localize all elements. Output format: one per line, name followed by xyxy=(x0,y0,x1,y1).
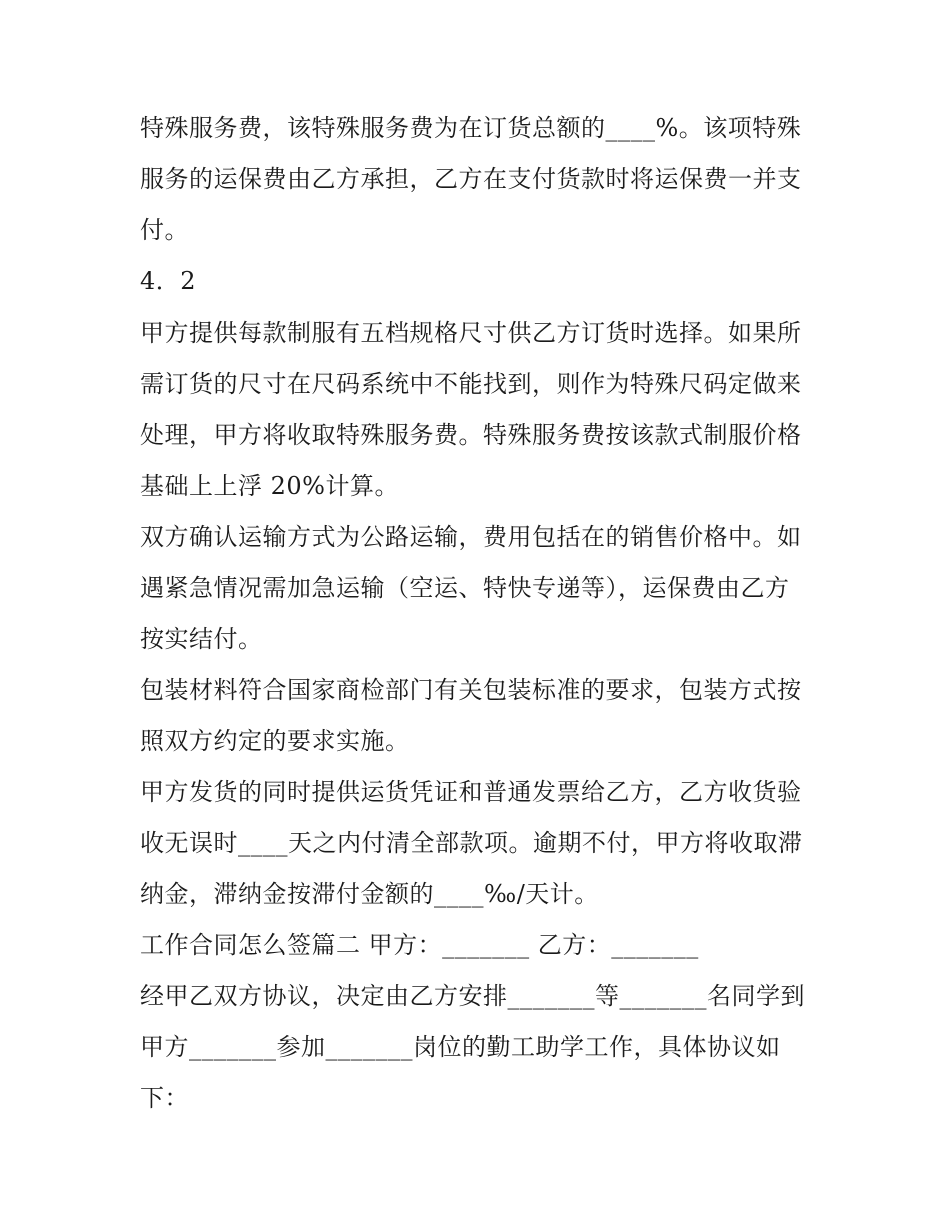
text-line: 特殊服务费，该特殊服务费为在订货总额的____%。该项特殊 xyxy=(140,114,802,142)
text-line: 纳金，滞纳金按滞付金额的____‰/天计。 xyxy=(140,880,599,908)
text-line: 下： xyxy=(140,1084,189,1112)
text-line: 按实结付。 xyxy=(140,625,263,653)
text-line: 经甲乙双方协议，决定由乙方安排_______等_______名同学到 xyxy=(140,982,805,1010)
section-number: 4．2 xyxy=(140,267,197,295)
text-line: 需订货的尺寸在尺码系统中不能找到，则作为特殊尺码定做来 xyxy=(140,370,802,398)
text-line: 甲方发货的同时提供运货凭证和普通发票给乙方，乙方收货验 xyxy=(140,778,802,806)
text-line: 甲方_______参加_______岗位的勤工助学工作，具体协议如 xyxy=(140,1033,781,1061)
text-line: 遇紧急情况需加急运输（空运、特快专递等），运保费由乙方 xyxy=(140,574,790,602)
text-line: 处理，甲方将收取特殊服务费。特殊服务费按该款式制服价格 xyxy=(140,421,802,449)
section-heading: 工作合同怎么签篇二 甲方：_______ 乙方：_______ xyxy=(140,931,699,959)
text-line: 包装材料符合国家商检部门有关包装标准的要求，包装方式按 xyxy=(140,676,802,704)
text-line: 双方确认运输方式为公路运输，费用包括在的销售价格中。如 xyxy=(140,523,802,551)
text-line: 甲方提供每款制服有五档规格尺寸供乙方订货时选择。如果所 xyxy=(140,319,802,347)
text-line: 照双方约定的要求实施。 xyxy=(140,727,410,755)
text-line: 收无误时____天之内付清全部款项。逾期不付，甲方将收取滞 xyxy=(140,829,803,857)
text-line: 服务的运保费由乙方承担，乙方在支付货款时将运保费一并支 xyxy=(140,165,802,193)
text-line: 付。 xyxy=(140,216,189,244)
text-line: 基础上上浮 20%计算。 xyxy=(140,472,399,500)
